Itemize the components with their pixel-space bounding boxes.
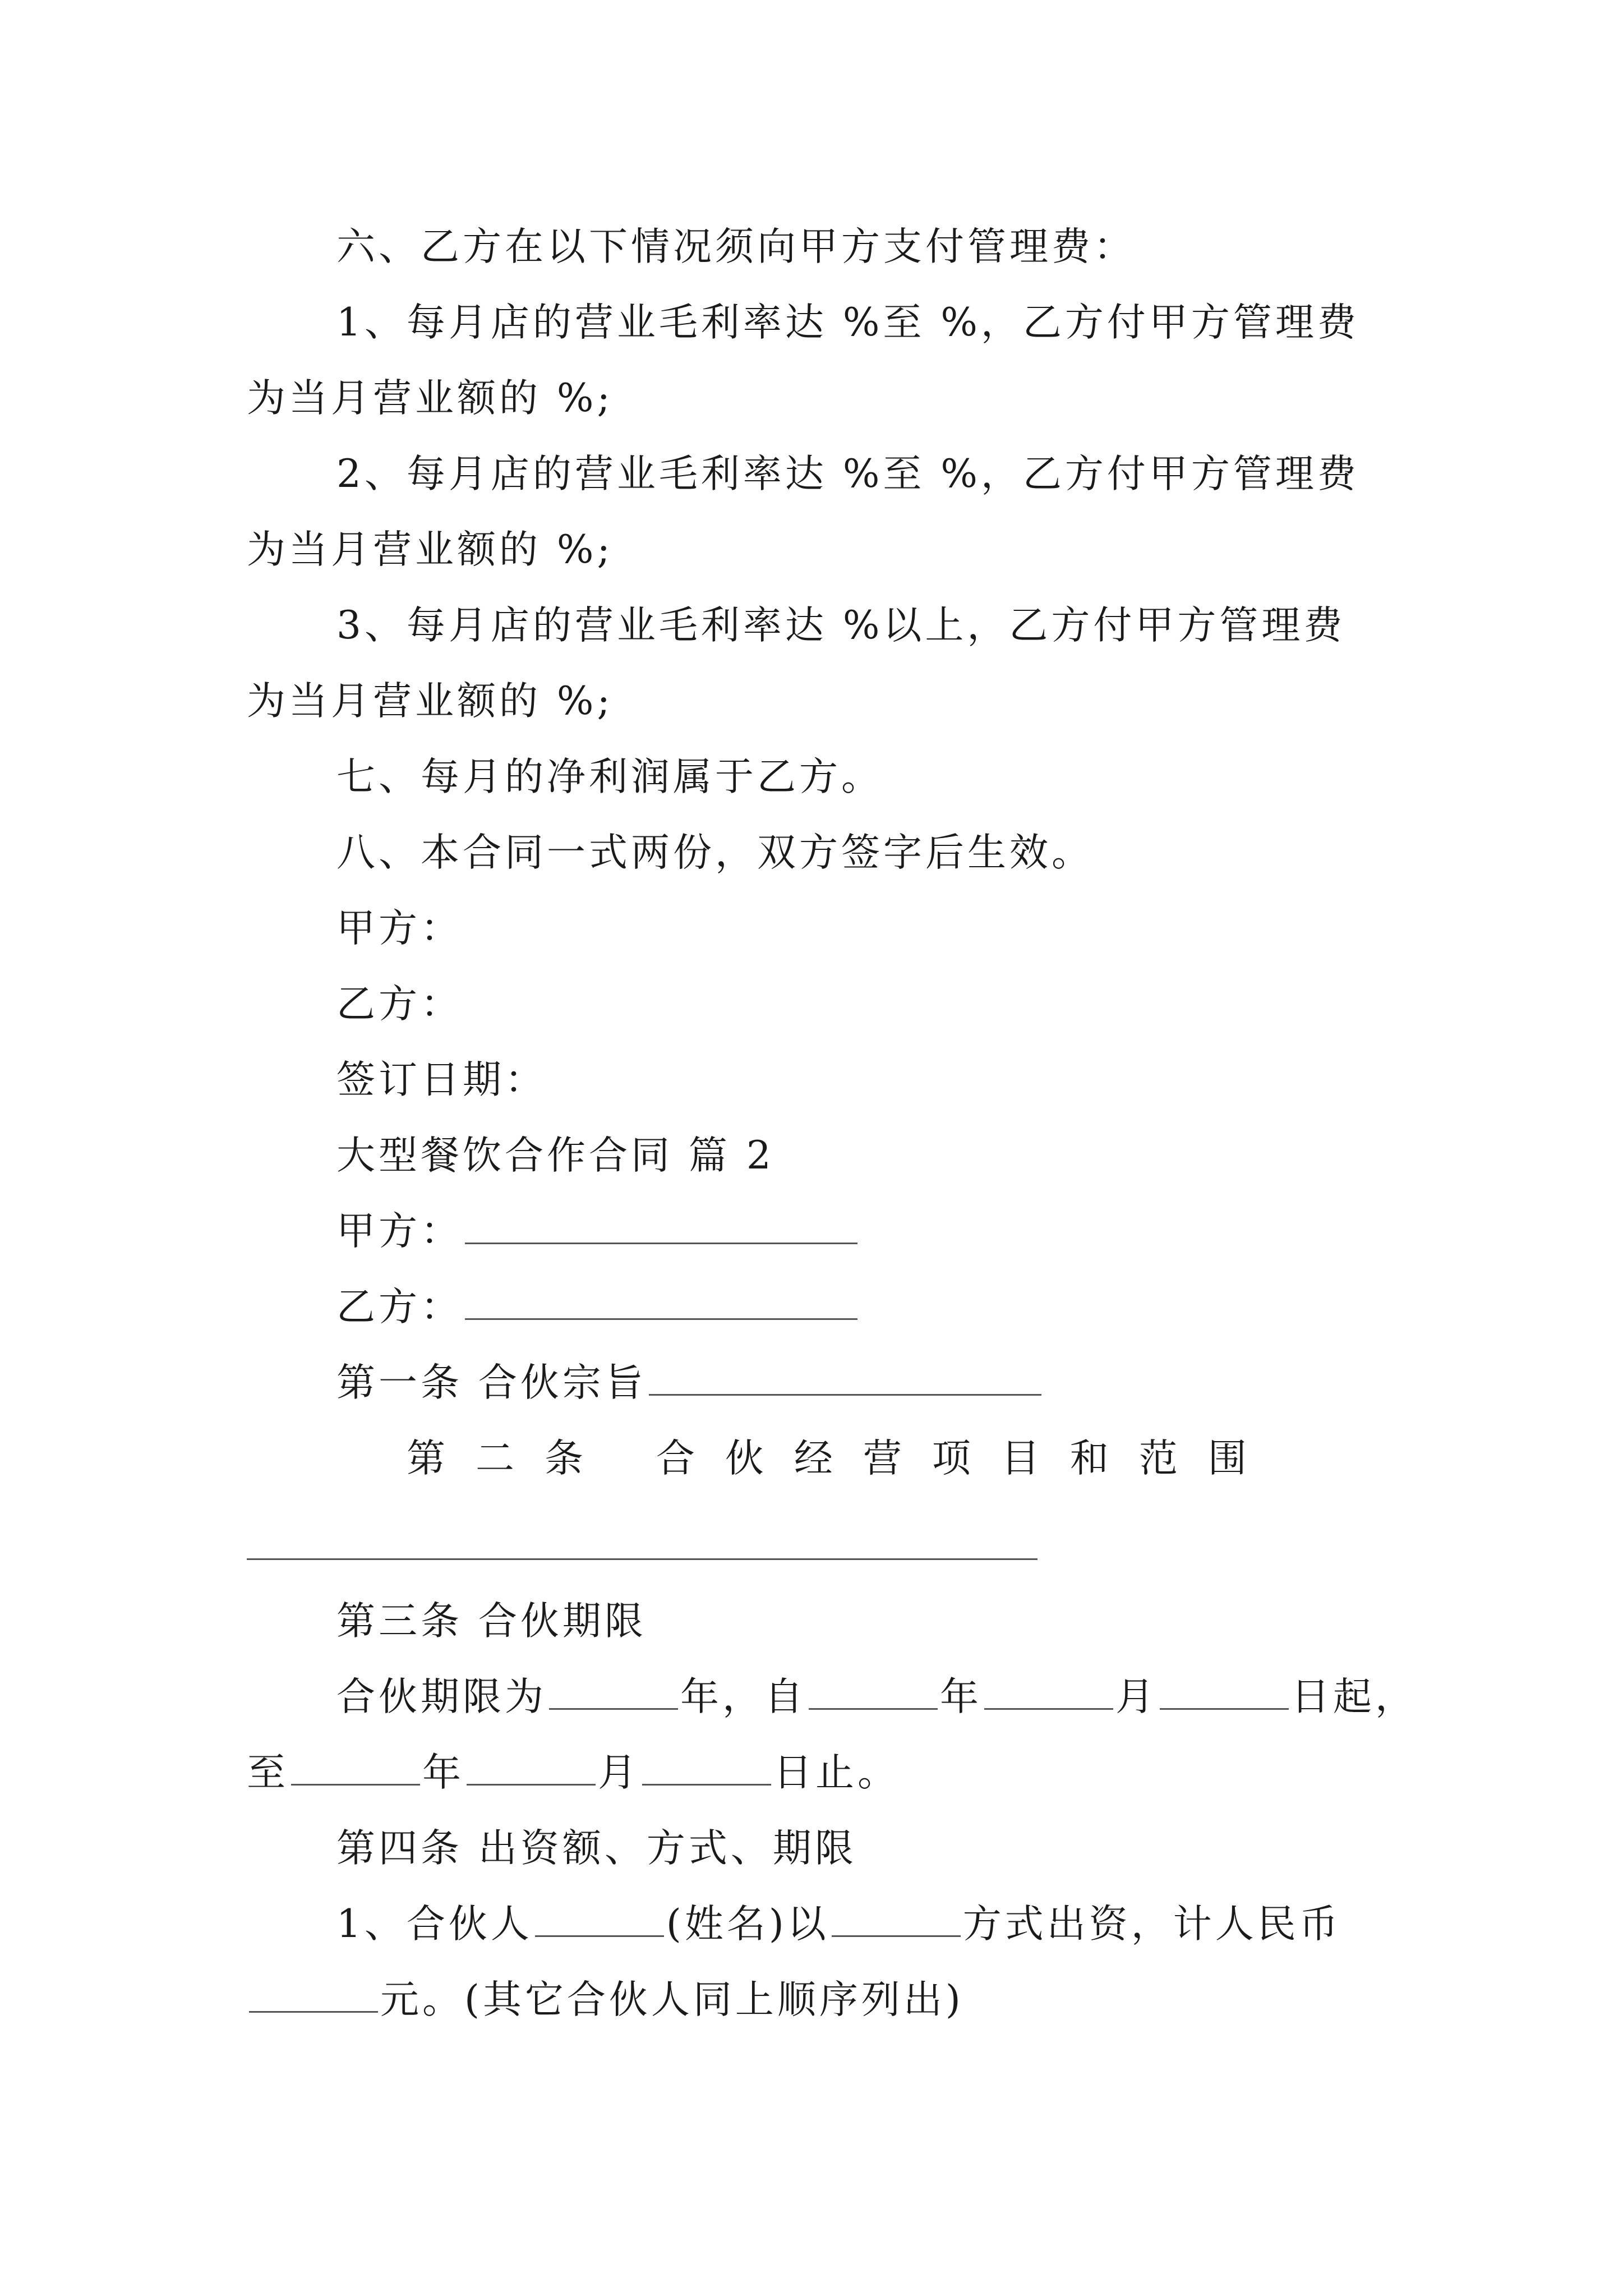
- clause-6-2-line2: 为当月营业额的 %;: [247, 527, 614, 572]
- term-text-2: 年，自: [680, 1674, 806, 1719]
- contribution-blank-3: [249, 1976, 378, 2013]
- contribution-blank-2: [832, 1901, 961, 1937]
- party-b2-label: 乙方：: [336, 1285, 463, 1329]
- term-blank-1: [549, 1673, 678, 1710]
- term-row-2: [247, 1747, 1385, 1798]
- term-text-6: 至: [247, 1750, 289, 1795]
- contribution-text-2: (姓名)以: [666, 1902, 829, 1947]
- term-blank-4: [1160, 1673, 1289, 1710]
- term-text-5: 日起，: [1291, 1674, 1417, 1719]
- clause-6-3-line2: 为当月营业额的 %;: [247, 679, 614, 724]
- contribution-row-2: [247, 1975, 1385, 2025]
- contribution-row-1: [247, 1899, 1385, 1949]
- article-2-label: 第二条 合伙经营项目和范围: [407, 1436, 1277, 1481]
- clause-7: 七、每月的净利润属于乙方。: [336, 754, 883, 799]
- contribution-text-3: 方式出资，计人民币: [962, 1902, 1341, 1947]
- term-text-1: 合伙期限为: [336, 1674, 547, 1719]
- party-a2-row: [247, 1206, 1385, 1257]
- contribution-text-1: 1、合伙人: [336, 1902, 533, 1947]
- term-text-4: 月: [1115, 1674, 1158, 1719]
- term-text-8: 月: [598, 1750, 640, 1795]
- party-a-label: 甲方：: [336, 906, 463, 951]
- party-a2-label: 甲方：: [336, 1209, 463, 1254]
- term-text-9: 日止。: [773, 1750, 900, 1795]
- clause-6-title: 六、乙方在以下情况须向甲方支付管理费：: [336, 224, 1136, 269]
- contribution-blank-1: [535, 1901, 664, 1937]
- term-blank-5: [291, 1749, 420, 1786]
- clause-6-3-line1: 3、每月店的营业毛利率达 %以上，乙方付甲方管理费: [336, 603, 1346, 648]
- contribution-text-4: 元。(其它合伙人同上顺序列出): [380, 1977, 964, 2022]
- term-blank-2: [809, 1673, 938, 1710]
- article-1-blank: [649, 1359, 1041, 1396]
- term-text-3: 年: [940, 1674, 982, 1719]
- article-1-row: [247, 1358, 1385, 1408]
- term-blank-3: [984, 1673, 1113, 1710]
- clause-6-2-line1: 2、每月店的营业毛利率达 %至 %，乙方付甲方管理费: [336, 452, 1359, 496]
- article-3-label: 第三条 合伙期限: [336, 1599, 647, 1644]
- article-2-blank: [247, 1558, 1038, 1560]
- party-b2-blank: [465, 1283, 857, 1320]
- article-1-label: 第一条 合伙宗旨: [336, 1360, 647, 1405]
- party-b-label: 乙方：: [336, 982, 463, 1027]
- clause-6-1-line1: 1、每月店的营业毛利率达 %至 %，乙方付甲方管理费: [336, 300, 1359, 345]
- section-heading-2: 大型餐饮合作合同 篇 2: [336, 1133, 774, 1178]
- term-blank-7: [642, 1749, 771, 1786]
- term-blank-6: [467, 1749, 596, 1786]
- clause-8: 八、本合同一式两份，双方签字后生效。: [336, 830, 1094, 875]
- sign-date-label: 签订日期：: [336, 1057, 547, 1102]
- clause-6-1-line2: 为当月营业额的 %;: [247, 376, 614, 421]
- party-a2-blank: [465, 1208, 857, 1244]
- party-b2-row: [247, 1282, 1385, 1332]
- term-row-1: [247, 1672, 1417, 1722]
- article-4-label: 第四条 出资额、方式、期限: [336, 1826, 857, 1871]
- term-text-7: 年: [422, 1750, 464, 1795]
